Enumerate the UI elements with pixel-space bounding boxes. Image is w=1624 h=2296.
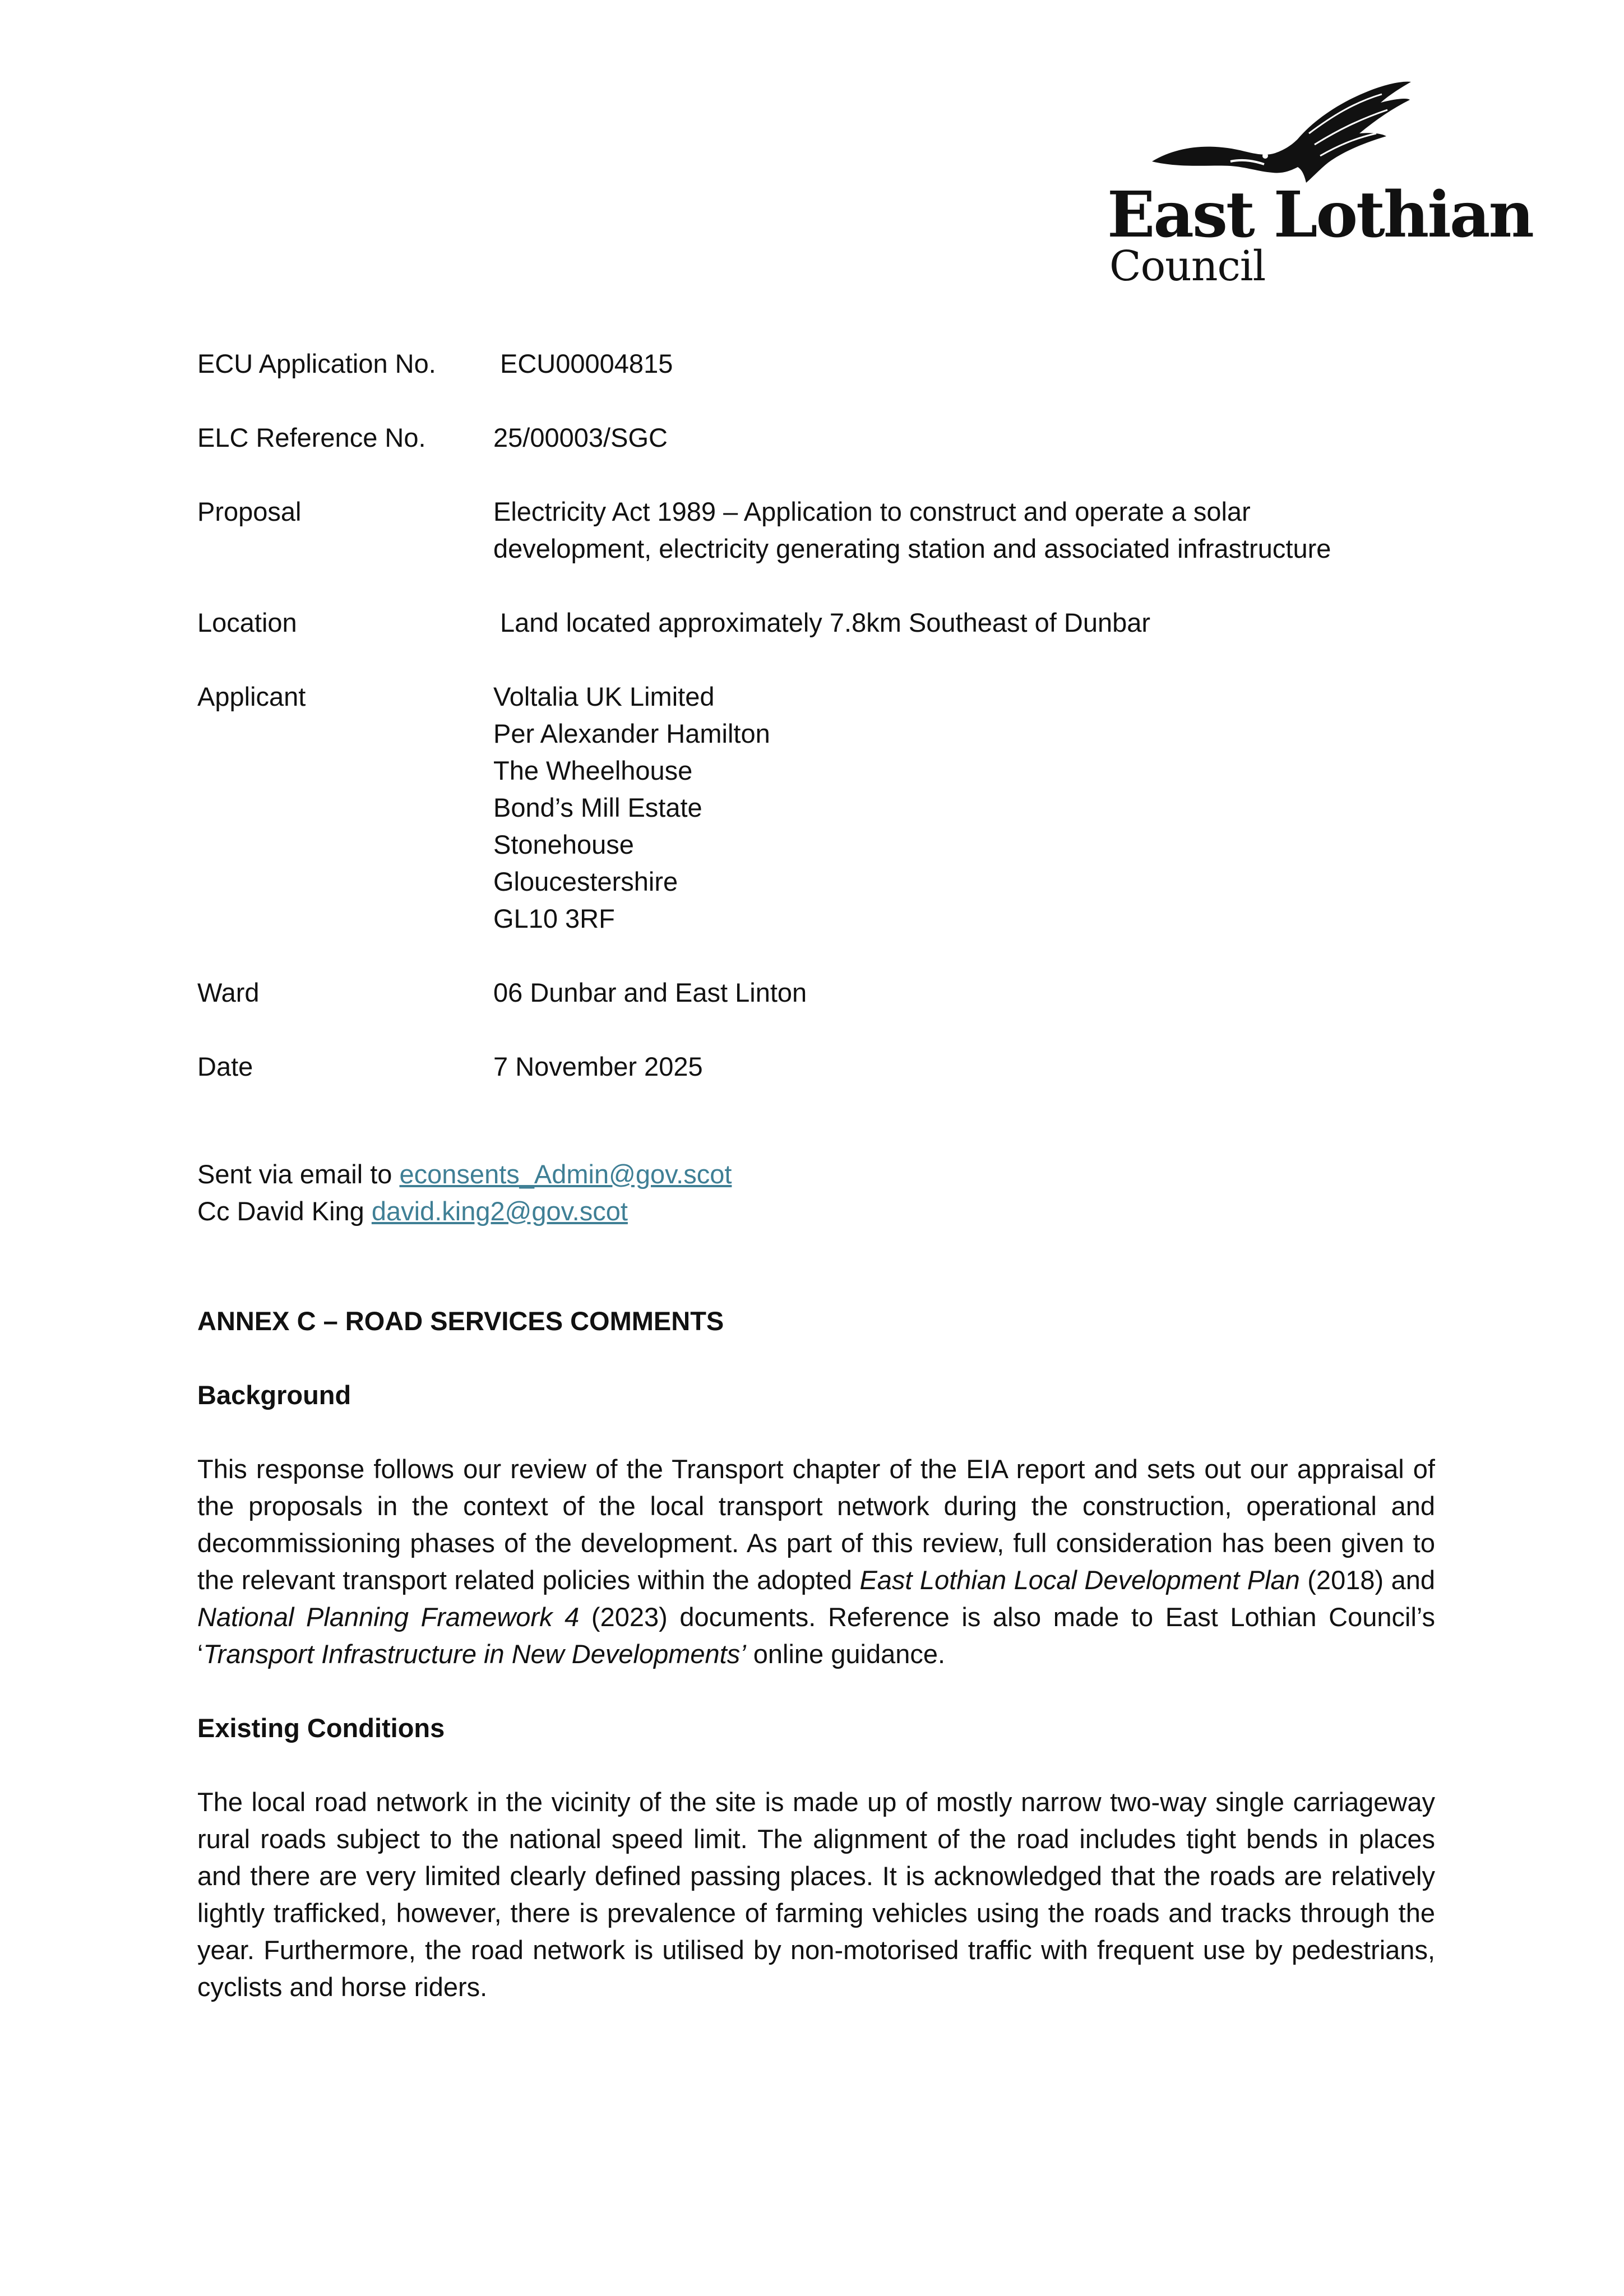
sent-prefix: Sent via email to bbox=[197, 1159, 400, 1189]
detail-row-date bbox=[197, 1048, 1431, 1085]
annex-body bbox=[197, 1303, 1435, 2043]
detail-row-ecu bbox=[197, 345, 1431, 382]
elc-value: 25/00003/SGC bbox=[493, 423, 668, 452]
applicant-line: GL10 3RF bbox=[493, 904, 615, 933]
ldp-title: East Lothian Local Development Plan bbox=[859, 1565, 1300, 1595]
cc-line bbox=[197, 1193, 732, 1230]
applicant-address bbox=[493, 678, 1431, 937]
ward-value: 06 Dunbar and East Linton bbox=[493, 978, 807, 1007]
cc-prefix: Cc David King bbox=[197, 1196, 372, 1226]
existing-conditions-paragraph: The local road network in the vicinity of the site is made up of mostly narrow two-way single carriageway rural roads subject to the national speed limit. The alignment of the road includes tight bends in places and there are very limited clearly defined passing places. It is acknowledged that the roads are relatively lightly trafficked, however, there is prevalence of farming vehicles using the roads and tracks through the year. Furthermore, the road network is utilised by non-motorised traffic with frequent use by pedestrians, cyclists and horse riders. bbox=[197, 1787, 1435, 2002]
annex-title: ANNEX C – ROAD SERVICES COMMENTS bbox=[197, 1306, 724, 1336]
ecu-value: ECU00004815 bbox=[500, 349, 673, 378]
detail-row-elc bbox=[197, 419, 1431, 456]
applicant-line: The Wheelhouse bbox=[493, 756, 693, 785]
council-logo bbox=[1107, 77, 1533, 290]
detail-row-applicant bbox=[197, 678, 1431, 937]
proposal-label: Proposal bbox=[197, 497, 302, 526]
guidance-title: Transport Infrastructure in New Developments’ bbox=[203, 1639, 746, 1669]
background-text-2: (2018) and bbox=[1299, 1565, 1435, 1595]
location-label: Location bbox=[197, 608, 297, 637]
sent-email-link[interactable]: econsents_Admin@gov.scot bbox=[399, 1159, 732, 1189]
cc-email-link[interactable]: david.king2@gov.scot bbox=[371, 1196, 628, 1226]
proposal-value bbox=[493, 493, 1431, 567]
background-paragraph bbox=[197, 1451, 1435, 1673]
detail-row-proposal bbox=[197, 493, 1431, 567]
ward-label: Ward bbox=[197, 978, 260, 1007]
background-text-4: online guidance. bbox=[746, 1639, 946, 1669]
applicant-line: Gloucestershire bbox=[493, 867, 678, 896]
background-text-1: This response follows our review of the Transport chapter of the EIA report and sets out our appraisal of the proposals in the context of the local transport network during the construction, operational and decommissioning phases of the development. As part of this review, full consideration has been given to the relevant transport related policies within the adopted bbox=[197, 1454, 1435, 1595]
existing-conditions-heading: Existing Conditions bbox=[197, 1713, 445, 1743]
application-details bbox=[197, 345, 1431, 1122]
logo-name: East Lothian bbox=[1107, 178, 1533, 252]
npf-title: National Planning Framework 4 bbox=[197, 1602, 580, 1632]
ecu-label: ECU Application No. bbox=[197, 349, 436, 378]
date-label: Date bbox=[197, 1052, 253, 1081]
logo-subtitle: Council bbox=[1109, 242, 1266, 290]
date-value: 7 November 2025 bbox=[493, 1052, 703, 1081]
applicant-label: Applicant bbox=[197, 682, 306, 711]
detail-row-location bbox=[197, 604, 1431, 641]
proposal-line: Electricity Act 1989 – Application to construct and operate a solar bbox=[493, 497, 1251, 526]
proposal-line: development, electricity generating station and associated infrastructure bbox=[493, 534, 1331, 563]
applicant-line: Per Alexander Hamilton bbox=[493, 719, 770, 748]
sent-line bbox=[197, 1156, 732, 1193]
elc-label: ELC Reference No. bbox=[197, 423, 426, 452]
applicant-line: Bond’s Mill Estate bbox=[493, 793, 702, 822]
location-value: Land located approximately 7.8km Southeast of Dunbar bbox=[500, 608, 1151, 637]
background-text-3: (2023) documents. Reference is also made to East Lothian Council’s ‘ bbox=[197, 1602, 1435, 1669]
detail-row-ward bbox=[197, 974, 1431, 1011]
background-heading: Background bbox=[197, 1380, 351, 1410]
email-recipients bbox=[197, 1156, 732, 1230]
applicant-line: Voltalia UK Limited bbox=[493, 682, 715, 711]
eagle-logo-icon bbox=[1146, 77, 1415, 189]
applicant-line: Stonehouse bbox=[493, 830, 634, 859]
